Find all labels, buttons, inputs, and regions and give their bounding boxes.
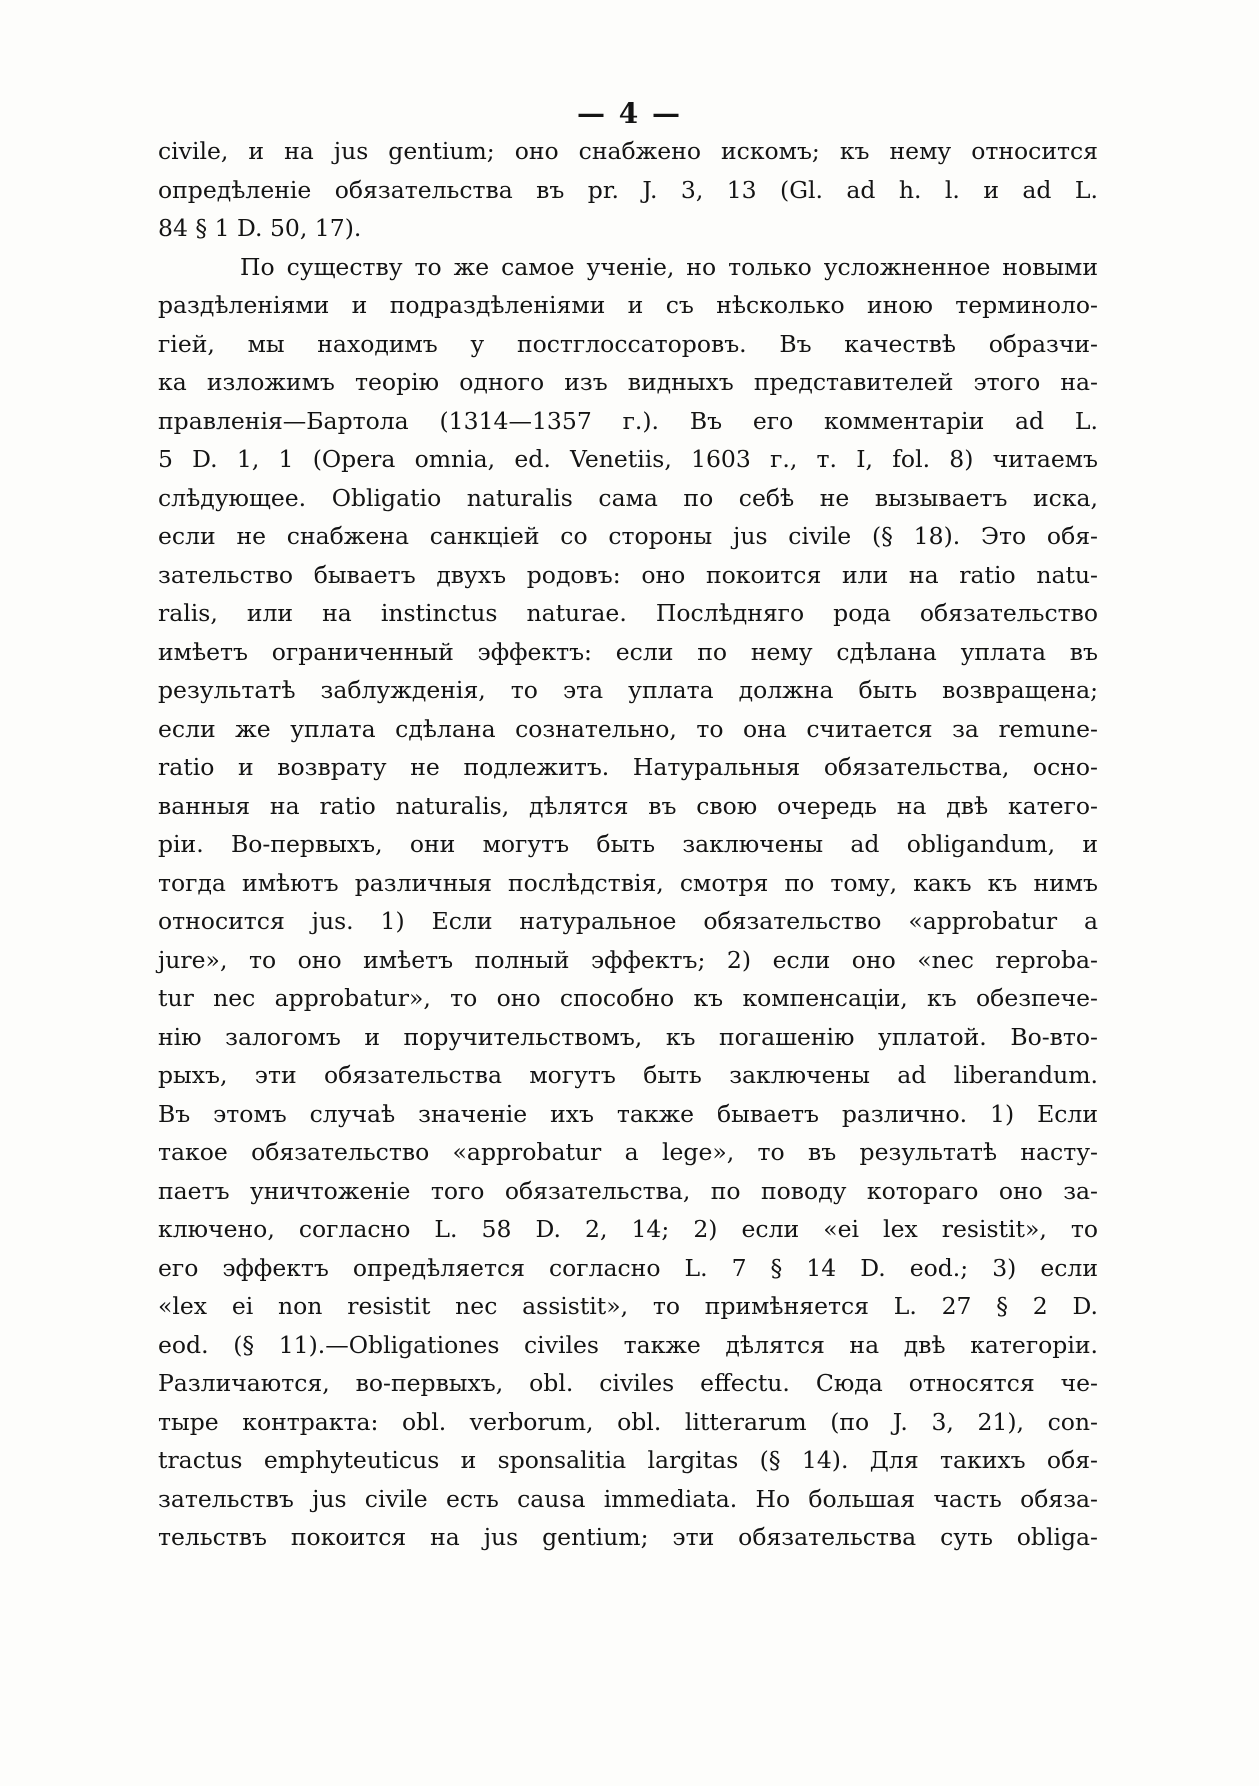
text-line: его эффектъ опредѣляется согласно L. 7 § 14 D. eod.; 3) если: [158, 1253, 1098, 1282]
text-line: Различаются, во-первыхъ, obl. civiles effectu. Сюда относятся че-: [158, 1369, 1098, 1397]
text-line: ralis, или на instinctus naturae. Послѣдняго рода обязательство: [158, 599, 1098, 627]
text-line: имѣетъ ограниченный эффектъ: если по нему сдѣлана уплата въ: [158, 637, 1098, 666]
text-line: тыре контракта: obl. verborum, obl. litterarum (по J. 3, 21), con-: [158, 1407, 1098, 1436]
text-line: паетъ уничтоженіе того обязательства, по поводу котораго оно за-: [158, 1176, 1098, 1205]
text-line: раздѣленіями и подраздѣленіями и съ нѣсколько иною терминоло-: [158, 291, 1098, 319]
text-line: зательствъ jus civile есть causa immediata. Но большая часть обяза-: [158, 1484, 1098, 1513]
text-line: ratio и возврату не подлежитъ. Натуральныя обязательства, осно-: [158, 753, 1098, 781]
text-line: если же уплата сдѣлана сознательно, то она считается за remune-: [158, 714, 1098, 743]
text-line: слѣдующее. Obligatio naturalis сама по себѣ не вызываетъ иска,: [158, 483, 1098, 512]
text-line: tractus emphyteuticus и sponsalitia largitas (§ 14). Для такихъ обя-: [158, 1446, 1098, 1474]
text-line: если не снабжена санкціей со стороны jus civile (§ 18). Это обя-: [158, 522, 1098, 550]
text-line: такое обязательство «approbatur a lege», то въ результатѣ насту-: [158, 1138, 1098, 1166]
text-line: нію залогомъ и поручительствомъ, къ погашенію уплатой. Во-вто-: [158, 1022, 1098, 1051]
text-line: опредѣленіе обязательства въ pr. J. 3, 13 (Gl. ad h. l. и ad L.: [158, 175, 1098, 204]
text-line: тогда имѣютъ различныя послѣдствія, смотря по тому, какъ къ нимъ: [158, 868, 1098, 897]
text-line: jure», то оно имѣетъ полный эффектъ; 2) если оно «nec reproba-: [158, 945, 1098, 974]
text-line: правленія—Бартола (1314—1357 г.). Въ его комментаріи ad L.: [158, 406, 1098, 435]
text-line: относится jus. 1) Если натуральное обязательство «approbatur a: [158, 907, 1098, 935]
text-line: 84 § 1 D. 50, 17).: [158, 214, 362, 242]
text-line: ванныя на ratio naturalis, дѣлятся въ свою очередь на двѣ катего-: [158, 791, 1098, 820]
text-line: 5 D. 1, 1 (Opera omnia, ed. Venetiis, 1603 г., т. I, fol. 8) читаемъ: [158, 445, 1098, 473]
page-number: — 4 —: [577, 97, 682, 130]
body-text: [158, 132, 1098, 1557]
text-line: «lex ei non resistit nec assistit», то примѣняется L. 27 § 2 D.: [158, 1292, 1098, 1320]
text-line: ріи. Во-первыхъ, они могутъ быть заключены ad obligandum, и: [158, 830, 1098, 858]
text-line: civile, и на jus gentium; оно снабжено искомъ; къ нему относится: [158, 137, 1098, 165]
text-line: eod. (§ 11).—Obligationes civiles также дѣлятся на двѣ категоріи.: [158, 1330, 1098, 1359]
text-line: гіей, мы находимъ у постглоссаторовъ. Въ качествѣ образчи-: [158, 329, 1098, 358]
text-line: результатѣ заблужденія, то эта уплата должна быть возвращена;: [158, 676, 1098, 704]
text-line: Въ этомъ случаѣ значеніе ихъ также бываетъ различно. 1) Если: [158, 1099, 1098, 1128]
text-line: ка изложимъ теорію одного изъ видныхъ представителей этого на-: [158, 368, 1098, 396]
text-line: ключено, согласно L. 58 D. 2, 14; 2) если «ei lex resistit», то: [158, 1215, 1098, 1243]
text-line: тельствъ покоится на jus gentium; эти обязательства суть obliga-: [158, 1523, 1098, 1551]
text-line: рыхъ, эти обязательства могутъ быть заключены ad liberandum.: [158, 1061, 1098, 1089]
text-line: tur nec approbatur», то оно способно къ компенсаціи, къ обезпече-: [158, 984, 1098, 1012]
text-line: зательство бываетъ двухъ родовъ: оно покоится или на ratio natu-: [158, 560, 1098, 589]
paragraph-start-line: По существу то же самое ученіе, но только усложненное новыми: [240, 252, 1098, 281]
